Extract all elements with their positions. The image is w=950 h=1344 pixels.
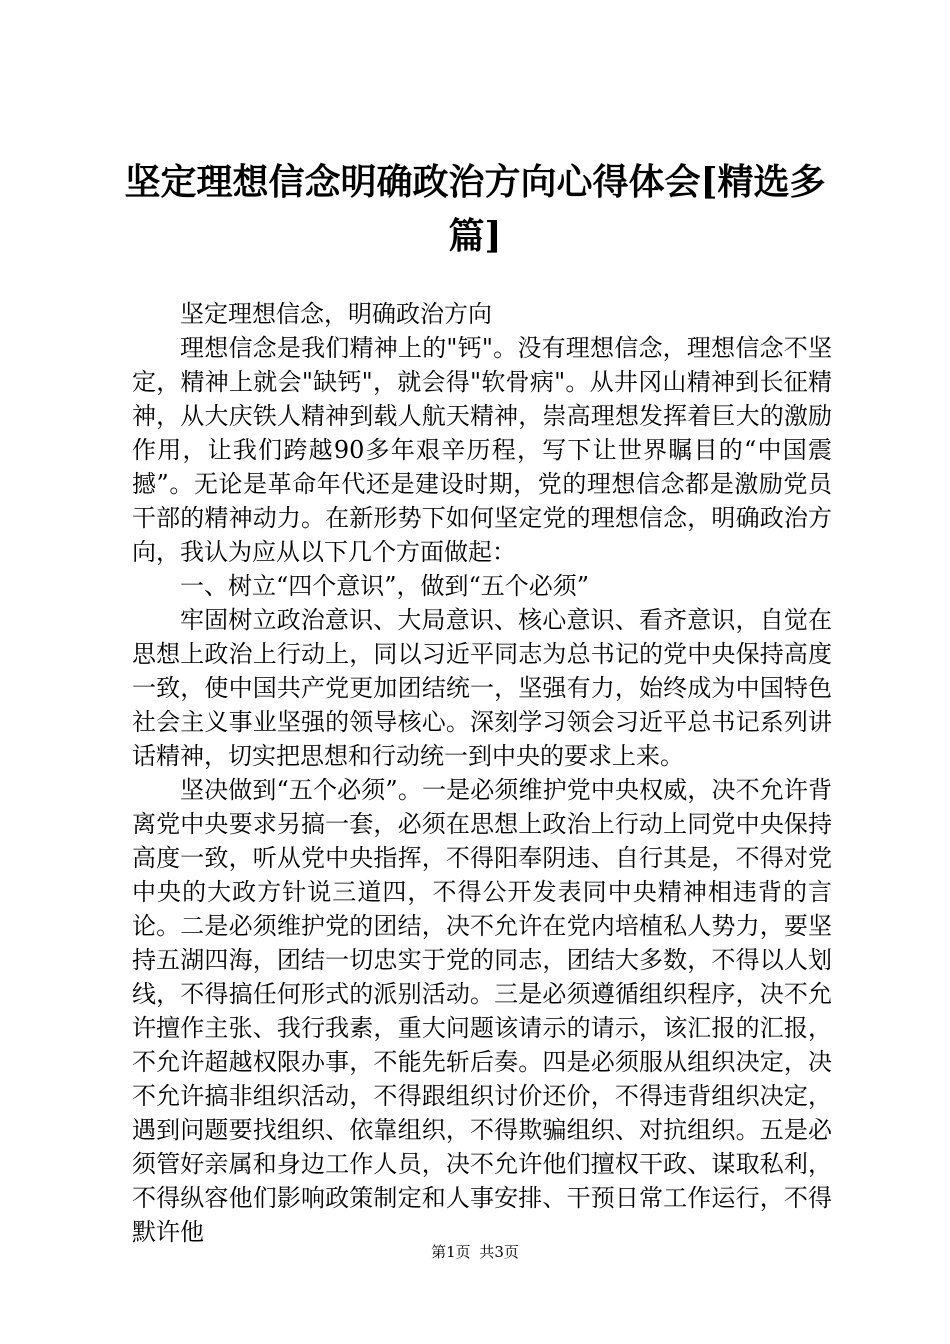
paragraph-subtitle: 坚定理想信念，明确政治方向 [180, 300, 492, 328]
page-footer [0, 1242, 950, 1262]
page-number: 第1页 [431, 1243, 471, 1261]
paragraph-intro: 理想信念是我们精神上的"钙"。没有理想信念，理想信念不坚定，精神上就会"缺钙"，就会得"软骨病"。从井冈山精神到长征精神，从大庆铁人精神到载人航天精神，崇高理想发挥着巨大的激励作用，让我们跨越90多年艰辛历程，写下让世界瞩目的“中国震撼”。无论是革命年代还是建设时期，党的理想信念都是激励党员干部的精神动力。在新形势下如何坚定党的理想信念，明确政治方向，我认为应从以下几个方面做起： [132, 334, 832, 566]
paragraph-four-consciousness: 牢固树立政治意识、大局意识、核心意识、看齐意识，自觉在思想上政治上行动上，同以习近平同志为总书记的党中央保持高度一致，使中国共产党更加团结统一，坚强有力，始终成为中国特色社会主义事业坚强的领导核心。深刻学习领会习近平总书记系列讲话精神，切实把思想和行动统一到中央的要求上来。 [132, 606, 832, 770]
paragraph-five-musts: 坚决做到“五个必须”。一是必须维护党中央权威，决不允许背离党中央要求另搞一套，必须在思想上政治上行动上同党中央保持高度一致，听从党中央指挥，不得阳奉阴违、自行其是，不得对党中央的大政方针说三道四，不得公开发表同中央精神相违背的言论。二是必须维护党的团结，决不允许在党内培植私人势力，要坚持五湖四海，团结一切忠实于党的同志，团结大多数，不得以人划线，不得搞任何形式的派别活动。三是必须遵循组织程序，决不允许擅作主张、我行我素，重大问题该请示的请示，该汇报的汇报，不允许超越权限办事，不能先斩后奏。四是必须服从组织决定，决不允许搞非组织活动，不得跟组织讨价还价，不得违背组织决定，遇到问题要找组织、依靠组织，不得欺骗组织、对抗组织。五是必须管好亲属和身边工作人员，决不允许他们擅权干政、谋取私利，不得纵容他们影响政策制定和人事安排、干预日常工作运行，不得默许他 [132, 776, 832, 1246]
document-body [132, 297, 832, 1249]
section-heading-1: 一、树立“四个意识”，做到“五个必须” [180, 572, 590, 600]
page-total: 共3页 [479, 1243, 519, 1261]
document-title: 坚定理想信念明确政治方向心得体会[精选多篇] [124, 161, 826, 257]
